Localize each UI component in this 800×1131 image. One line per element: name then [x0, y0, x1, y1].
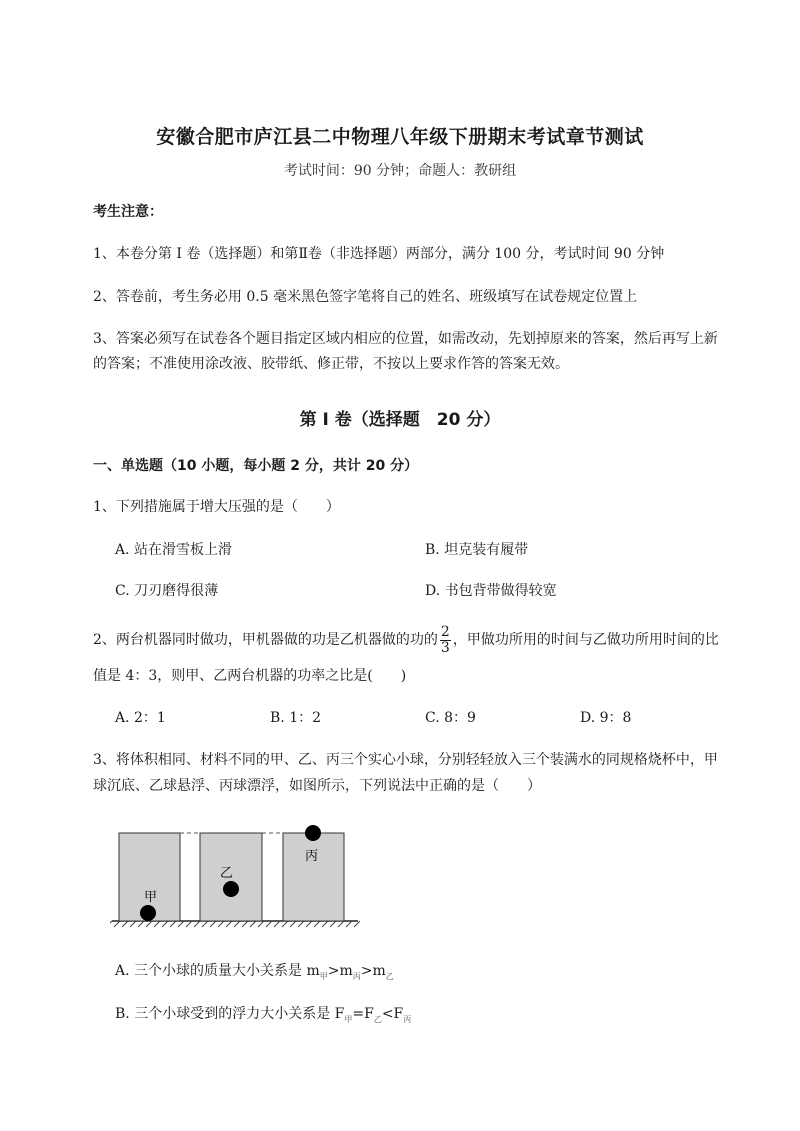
question-1-option-b[interactable]: B. 坦克装有履带	[425, 542, 529, 558]
ball-jia	[140, 905, 156, 921]
question-3-option-a[interactable]	[115, 961, 394, 987]
note-item: 2、答卷前，考生务必用 0.5 毫米黑色签字笔将自己的姓名、班级填写在试卷规定位置上	[93, 289, 638, 305]
question-3-stem-line1: 3、将体积相同、材料不同的甲、乙、丙三个实心小球，分别轻轻放入三个装满水的同规格烧杯中，甲	[93, 752, 718, 768]
question-3-option-b[interactable]	[115, 1004, 411, 1030]
question-2-stem-part-a: 2、两台机器同时做功，甲机器做的功是乙机器做的功的	[93, 632, 438, 648]
subscript: 丙	[352, 971, 361, 981]
relation: =F	[352, 1006, 374, 1022]
relation: >m	[327, 963, 353, 979]
question-2-stem-line1	[93, 623, 719, 657]
label-bing: 丙	[305, 849, 319, 864]
section-title: 第 I 卷（选择题 20 分）	[299, 410, 501, 430]
fraction-numerator: 2	[440, 623, 450, 640]
part-heading: 一、单选题（10 小题，每小题 2 分，共计 20 分）	[93, 458, 419, 474]
option-a-text: A. 三个小球的质量大小关系是 m	[115, 963, 320, 979]
fraction-two-thirds	[440, 625, 451, 656]
label-jia: 甲	[144, 890, 158, 905]
question-2-stem-line2: 值是 4：3，则甲、乙两台机器的功率之比是( )	[93, 668, 407, 684]
label-yi: 乙	[220, 866, 234, 881]
ball-yi	[223, 881, 239, 897]
question-2-option-d[interactable]: D. 9：8	[580, 710, 632, 726]
beaker-bing	[283, 833, 344, 921]
relation: <F	[381, 1006, 404, 1022]
exam-subtitle: 考试时间：90 分钟；命题人：教研组	[283, 163, 517, 179]
option-b-text: B. 三个小球受到的浮力大小关系是 F	[115, 1006, 345, 1022]
question-1-option-d[interactable]: D. 书包背带做得较宽	[425, 583, 557, 599]
note-item: 3、答案必须写在试卷各个题目指定区域内相应的位置，如需改动，先划掉原来的答案，然后再写上新	[93, 331, 718, 347]
subscript: 丙	[403, 1014, 412, 1024]
note-item: 1、本卷分第 I 卷（选择题）和第Ⅱ卷（非选择题）两部分，满分 100 分，考试时间 90 分钟	[93, 246, 665, 262]
fraction-denominator: 3	[440, 639, 450, 656]
question-2-stem-part-b: ，甲做功所用的时间与乙做功所用时间的比	[452, 632, 719, 648]
question-1-option-a[interactable]: A. 站在滑雪板上滑	[115, 542, 233, 558]
subscript: 乙	[385, 971, 394, 981]
question-1-option-c[interactable]: C. 刀刃磨得很薄	[115, 583, 219, 599]
question-2-option-c[interactable]: C. 8：9	[425, 710, 476, 726]
relation: >m	[360, 963, 386, 979]
beakers-figure	[110, 822, 360, 932]
note-item: 的答案；不准使用涂改液、胶带纸、修正带，不按以上要求作答的答案无效。	[93, 356, 569, 372]
subscript: 乙	[373, 1014, 382, 1024]
exam-title: 安徽合肥市庐江县二中物理八年级下册期末考试章节测试	[156, 126, 644, 148]
question-1-stem: 1、下列措施属于增大压强的是（ ）	[93, 499, 340, 515]
ball-bing	[305, 825, 321, 841]
question-2-option-a[interactable]: A. 2：1	[115, 710, 166, 726]
subscript: 甲	[344, 1014, 353, 1024]
notes-heading: 考生注意：	[93, 204, 163, 220]
question-3-stem-line2: 球沉底、乙球悬浮、丙球漂浮，如图所示，下列说法中正确的是（ ）	[93, 778, 541, 794]
subscript: 甲	[319, 971, 328, 981]
question-2-option-b[interactable]: B. 1：2	[270, 710, 322, 726]
